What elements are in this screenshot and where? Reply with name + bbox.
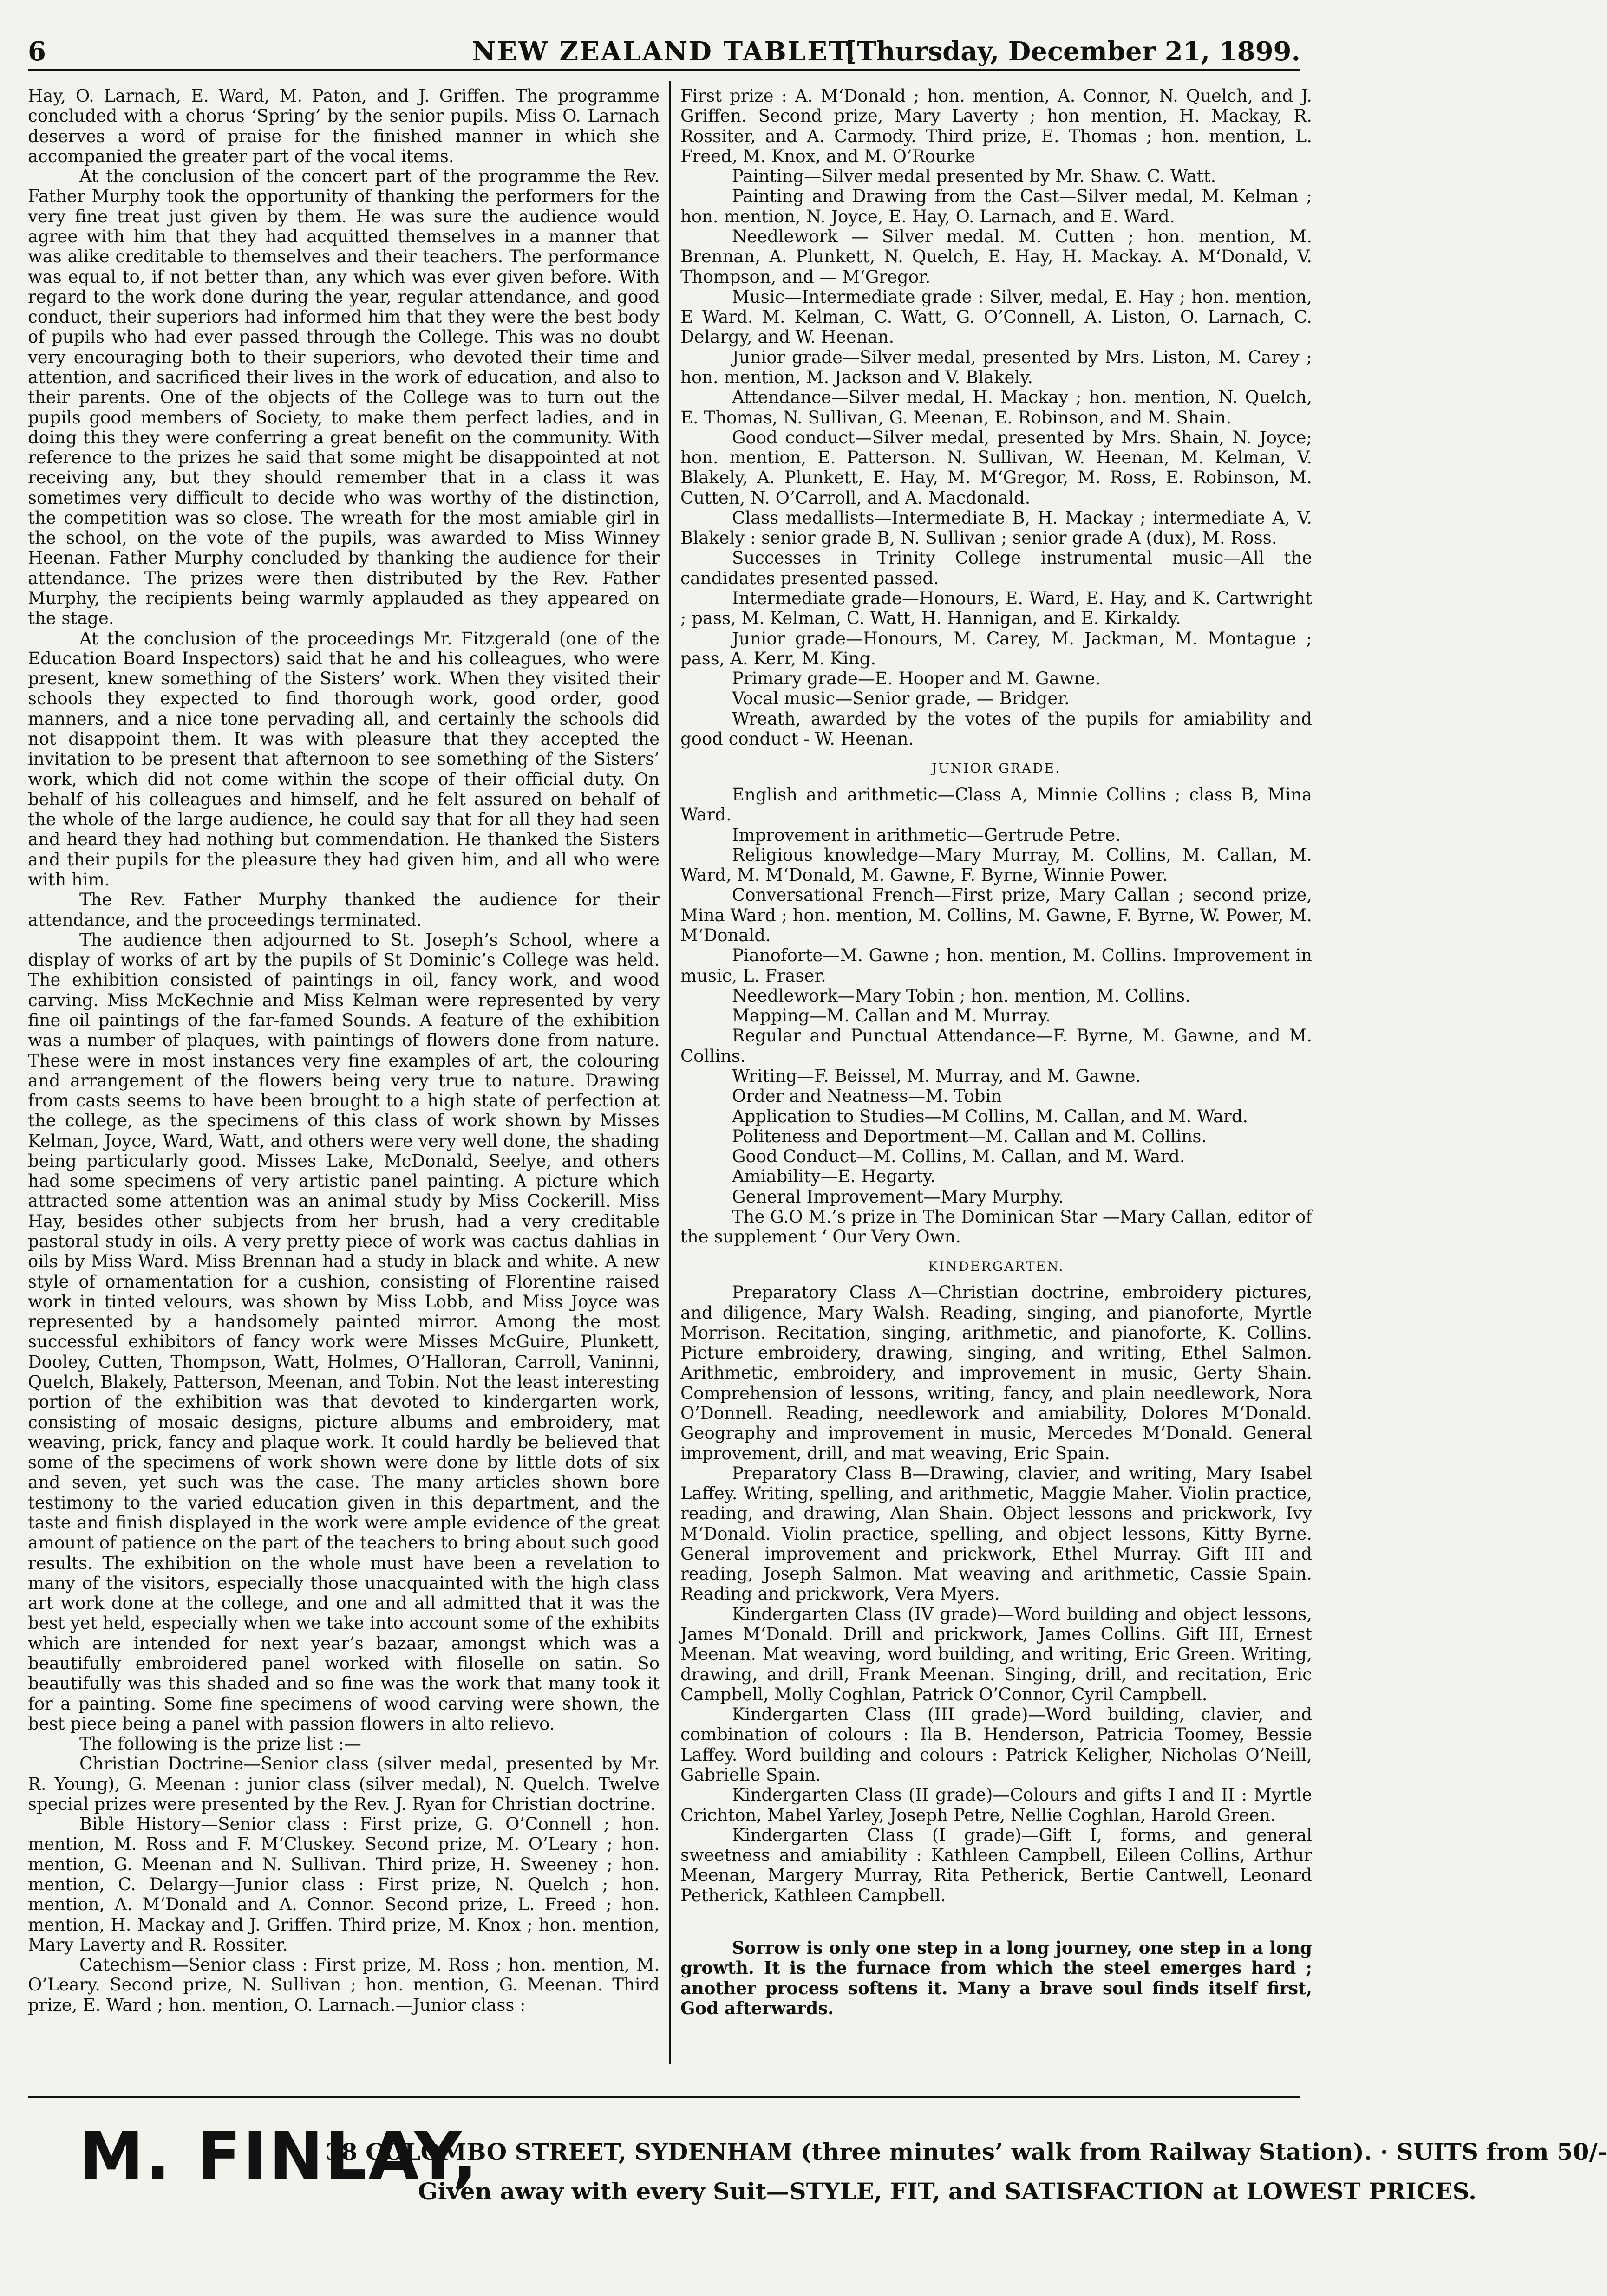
prize-entry: Junior grade—Honours, M. Carey, M. Jackman, M. Montague ; pass, A. Kerr, M. King. [680, 628, 1312, 669]
prize-entry: Politeness and Deportment—M. Callan and M. Collins. [732, 1126, 1207, 1146]
prize-entry: English and arithmetic—Class A, Minnie Collins ; class B, Mina Ward. [680, 785, 1312, 825]
prize-entry: Needlework—Mary Tobin ; hon. mention, M. Collins. [732, 985, 1191, 1006]
prize-entry: First prize : A. M‘Donald ; hon. mention, A. Connor, N. Quelch, and J. Griffen. Second prize, Mary Laverty ; hon mention, H. Mackay, R. Rossiter, and A. Carmody. Third prize, E. Thomas ; hon. mention, L. Freed, M. Knox, and M. O’Rourke [680, 86, 1312, 166]
prize-entry: Amiability—E. Hegarty. [732, 1166, 936, 1187]
prize-entry: Improvement in arithmetic—Gertrude Petre. [732, 825, 1121, 845]
paragraph: At the conclusion of the proceedings Mr. Fitzgerald (one of the Education Board Inspectors) said that he and his colleagues, who were present, knew something of the Sisters’ work. When they visited their schools they expected to find thorough work, good order, good manners, and a nice tone pervading all, and certainly the schools did not disappoint them. It was with pleasure that they accepted the invitation to be present that afternoon to see something of the Sisters’ work, which did not come within the scope of their official duty. On behalf of his colleagues and himself, and he felt assured on behalf of the whole of the large audience, he could say that for all they had seen and heard they had nothing but commendation. He thanked the Sisters and their pupils for the pleasure they had given him, and all who were with him. [28, 628, 660, 890]
prize-entry: Application to Studies—M Collins, M. Callan, and M. Ward. [732, 1106, 1248, 1126]
prize-entry: Good Conduct—M. Collins, M. Callan, and M. Ward. [732, 1146, 1185, 1167]
section-heading-junior-grade: JUNIOR GRADE. [932, 761, 1061, 776]
advertisement [28, 2110, 1607, 2263]
paragraph: At the conclusion of the concert part of the programme the Rev. Father Murphy took the opportunity of thanking the performers for the very fine treat just given by them. He was sure the audience would agree with him that they had acquitted themselves in a manner that was alike creditable to themselves and their teachers. The performance was equal to, if not better than, any which was ever given before. With regard to the work done during the year, regular attendance, and good conduct, their superiors had informed him that they were the best body of pupils who had ever passed through the College. This was no doubt very encouraging both to their superiors, who devoted their time and attention, and sacrificed their lives in the work of education, and also to their parents. One of the objects of the College was to turn out the pupils good members of Society, to make them perfect ladies, and in doing this they were conferring a great benefit on the community. With reference to the prizes he said that some might be disappointed at not receiving any, but they should remember that in a class it was sometimes very difficult to decide who was worthy of the distinction, the competition was so close. The wreath for the most amiable girl in the school, on the vote of the pupils, was awarded to Miss Winney Heenan. Father Murphy concluded by thanking the audience for their attendance. The prizes were then distributed by the Rev. Father Murphy, the recipients being warmly applauded as they appeared on the stage. [28, 166, 660, 629]
prize-entry: Mapping—M. Callan and M. Murray. [732, 1006, 1051, 1026]
advertiser-name: M. FINLAY, [79, 2119, 479, 2194]
prize-entry: Good conduct—Silver medal, presented by Mrs. Shain, N. Joyce; hon. mention, E. Patterson. N. Sullivan, W. Heenan, M. Kelman, V. Blakely, A. Plunkett, E. Hay, M. M‘Gregor, M. Ross, E. Robinson, M. Cutten, N. O’Carroll, and A. Macdonald. [680, 427, 1312, 508]
prize-entry: Wreath, awarded by the votes of the pupils for amiability and good conduct - W. Heenan. [680, 709, 1312, 749]
prize-entry: Religious knowledge—Mary Murray, M. Collins, M. Callan, M. Ward, M. M‘Donald, M. Gawne, F. Byrne, Winnie Power. [680, 845, 1312, 885]
page-header [28, 33, 1300, 65]
prize-entry: Order and Neatness—M. Tobin [732, 1086, 1002, 1106]
paragraph: The following is the prize list :— [79, 1734, 361, 1754]
prize-entry: Intermediate grade—Honours, E. Ward, E. Hay, and K. Cartwright ; pass, M. Kelman, C. Watt, H. Hannigan, and E. Kirkaldy. [680, 588, 1312, 629]
prize-entry: Successes in Trinity College instrumental music—All the candidates presented passed. [680, 548, 1312, 588]
prize-entry: Kindergarten Class (IV grade)—Word building and object lessons, James M‘Donald. Drill and prickwork, James Collins. Gift III, Ernest Meenan. Mat weaving, word building, and writing, Eric Green. Writing, drawing, and drill, Frank Meenan. Singing, drill, and recitation, Eric Campbell, Molly Coghlan, Patrick O’Connor, Cyril Campbell. [680, 1604, 1312, 1704]
prize-entry: Preparatory Class A—Christian doctrine, embroidery pictures, and diligence, Mary Walsh. Reading, singing, and pianoforte, Myrtle Morrison. Recitation, singing, arithmetic, and pianoforte, K. Collins. Picture embroidery, drawing, singing, and writing, Ethel Salmon. Arithmetic, embroidery, and improvement in music, Gerty Shain. Comprehension of lessons, writing, fancy, and plain needlework, Nora O’Donnell. Reading, needlework and amiability, Dolores M‘Donald. Geography and improvement in music, Mercedes M‘Donald. General improvement, drill, and mat weaving, Eric Spain. [680, 1282, 1312, 1463]
paragraph: The Rev. Father Murphy thanked the audience for their attendance, and the proceedings terminated. [28, 890, 660, 930]
section-heading-kindergarten: KINDERGARTEN. [928, 1258, 1065, 1274]
paragraph: Christian Doctrine—Senior class (silver medal, presented by Mr. R. Young), G. Meenan : junior class (silver medal), N. Quelch. Twelve special prizes were presented by the Rev. J. Ryan for Christian doctrine. [28, 1754, 660, 1814]
left-column [28, 86, 660, 2055]
prize-entry: Conversational French—First prize, Mary Callan ; second prize, Mina Ward ; hon. mention, M. Collins, M. Gawne, F. Byrne, W. Power, M. M‘Donald. [680, 885, 1312, 945]
closing-quote: Sorrow is only one step in a long journey, one step in a long growth. It is the furnace from which the steel emerges hard ; another process softens it. Many a brave soul finds itself first, God afterwards. [680, 1937, 1312, 2018]
prize-entry: Vocal music—Senior grade, — Bridger. [732, 689, 1070, 709]
prize-entry: Junior grade—Silver medal, presented by Mrs. Liston, M. Carey ; hon. mention, M. Jackson and V. Blakely. [680, 347, 1312, 387]
prize-entry: Kindergarten Class (II grade)—Colours and gifts I and II : Myrtle Crichton, Mabel Yarley, Joseph Petre, Nellie Coghlan, Harold Green. [680, 1785, 1312, 1825]
right-column [680, 86, 1312, 2055]
paragraph: Catechism—Senior class : First prize, M. Ross ; hon. mention, M. O’Leary. Second prize, N. Sullivan ; hon. mention, G. Meenan. Third prize, E. Ward ; hon. mention, O. Larnach.—Junior class : [28, 1955, 660, 2015]
prize-entry: General Improvement—Mary Murphy. [732, 1186, 1064, 1207]
prize-entry: Writing—F. Beissel, M. Murray, and M. Gawne. [732, 1066, 1141, 1086]
masthead-title: NEW ZEALAND TABLET. [472, 36, 856, 67]
page-number: 6 [28, 36, 46, 67]
prize-entry: Regular and Punctual Attendance—F. Byrne, M. Gawne, and M. Collins. [680, 1026, 1312, 1066]
prize-entry: Painting and Drawing from the Cast—Silver medal, M. Kelman ; hon. mention, N. Joyce, E. Hay, O. Larnach, and E. Ward. [680, 186, 1312, 227]
footer-rule [28, 2096, 1300, 2098]
paragraph: Hay, O. Larnach, E. Ward, M. Paton, and J. Griffen. The programme concluded with a chorus ‘Spring’ by the senior pupils. Miss O. Larnach deserves a word of praise for the finished manner in which she accompanied the greater part of the vocal items. [28, 86, 660, 166]
issue-date: [Thursday, December 21, 1899. [844, 36, 1300, 67]
column-rule [669, 81, 671, 2064]
prize-entry: Kindergarten Class (III grade)—Word building, clavier, and combination of colours : Ila B. Henderson, Patricia Toomey, Bessie Laffey. Word building and colours : Patrick Keligher, Nicholas O’Neill, Gabrielle Spain. [680, 1704, 1312, 1785]
advertisement-address: 38 COLOMBO STREET, SYDENHAM (three minutes’ walk from Railway Station). · SUITS from 50/- [325, 2138, 1607, 2166]
paragraph: The audience then adjourned to St. Joseph’s School, where a display of works of art by the pupils of St Dominic’s College was held. The exhibition consisted of paintings in oil, fancy work, and wood carving. Miss McKechnie and Miss Kelman were represented by very fine oil paintings of the far-famed Sounds. A feature of the exhibition was a number of plaques, with paintings of flowers done from nature. These were in most instances very fine examples of art, the colouring and arrangement of the flowers being very true to nature. Drawing from casts seems to have been brought to a high state of perfection at the college, as the specimens of this class of work shown by Misses Kelman, Joyce, Ward, Watt, and others were very well done, the shading being particularly good. Misses Lake, McDonald, Seelye, and others had some specimens of very artistic panel painting. A picture which attracted some attention was an animal study by Miss Cockerill. Miss Hay, besides other subjects from her brush, had a very creditable pastoral study in oils. A very pretty piece of work was cactus dahlias in oils by Miss Ward. Miss Brennan had a study in black and white. A new style of ornamentation for a cushion, consisting of Florentine raised work in tinted velours, was shown by Miss Lobb, and Miss Joyce was represented by a handsomely painted mirror. Among the most successful exhibitors of fancy work were Misses McGuire, Plunkett, Dooley, Cutten, Thompson, Watt, Holmes, O’Halloran, Carroll, Vaninni, Quelch, Blakely, Patterson, Meenan, and Tobin. Not the least interesting portion of the exhibition was that devoted to kindergarten work, consisting of mosaic designs, picture albums and embroidery, mat weaving, prick, fancy and plaque work. It could hardly be believed that some of the specimens of work shown were done by little dots of six and seven, yet such was the case. The many articles shown bore testimony to the varied education given in this department, and the taste and finish displayed in the work were ample evidence of the great amount of patience on the part of the teachers to bring about such good results. The exhibition on the whole must have been a revelation to many of the visitors, especially those unacquainted with the high class art work done at the college, and one and all admitted that it was the best yet held, especially when we take into account some of the exhibits which are intended for next year’s bazaar, amongst which was a beautifully embroidered panel worked with filoselle on satin. So beautifully was this shaded and so fine was the work that many took it for a painting. Some fine specimens of wood carving were shown, the best piece being a panel with passion flowers in alto relievo. [28, 930, 660, 1734]
prize-entry: The G.O M.’s prize in The Dominican Star —Mary Callan, editor of the supplement ‘ Our Very Own. [680, 1206, 1312, 1247]
prize-entry: Primary grade—E. Hooper and M. Gawne. [732, 669, 1101, 689]
prize-entry: Kindergarten Class (I grade)—Gift I, forms, and general sweetness and amiability : Kathleen Campbell, Eileen Collins, Arthur Meenan, Margery Murray, Rita Petherick, Bertie Cantwell, Leonard Petherick, Kathleen Campbell. [680, 1825, 1312, 1906]
paragraph: Bible History—Senior class : First prize, G. O’Connell ; hon. mention, M. Ross and F. M‘Cluskey. Second prize, M. O’Leary ; hon. mention, G. Meenan and N. Sullivan. Third prize, H. Sweeney ; hon. mention, C. Delargy—Junior class : First prize, N. Quelch ; hon. mention, A. M‘Donald and A. Connor. Second prize, L. Freed ; hon. mention, H. Mackay and J. Griffen. Third prize, M. Knox ; hon. mention, Mary Laverty and R. Rossiter. [28, 1814, 660, 1955]
header-rule [28, 69, 1300, 71]
prize-entry: Preparatory Class B—Drawing, clavier, and writing, Mary Isabel Laffey. Writing, spelling, and arithmetic, Maggie Maher. Violin practice, reading, and drawing, Alan Shain. Object lessons and prickwork, Ivy M‘Donald. Violin practice, spelling, and object lessons, Kitty Byrne. General improvement and prickwork, Ethel Murray. Gift III and reading, Joseph Salmon. Mat weaving and arithmetic, Cassie Spain. Reading and prickwork, Vera Myers. [680, 1463, 1312, 1604]
prize-entry: Needlework — Silver medal. M. Cutten ; hon. mention, M. Brennan, A. Plunkett, N. Quelch, E. Hay, H. Mackay. A. M‘Donald, V. Thompson, and — M‘Gregor. [680, 226, 1312, 287]
advertisement-offer: Given away with every Suit—STYLE, FIT, and SATISFACTION at LOWEST PRICES. [418, 2178, 1477, 2205]
prize-entry: Pianoforte—M. Gawne ; hon. mention, M. Collins. Improvement in music, L. Fraser. [680, 945, 1312, 986]
prize-entry: Music—Intermediate grade : Silver, medal, E. Hay ; hon. mention, E Ward. M. Kelman, C. Watt, G. O’Connell, A. Liston, O. Larnach, C. Delargy, and W. Heenan. [680, 286, 1312, 347]
prize-entry: Painting—Silver medal presented by Mr. Shaw. C. Watt. [732, 166, 1216, 187]
section-spacer [680, 1906, 1312, 1938]
prize-entry: Class medallists—Intermediate B, H. Mackay ; intermediate A, V. Blakely : senior grade B, N. Sullivan ; senior grade A (dux), M. Ross. [680, 507, 1312, 548]
prize-entry: Attendance—Silver medal, H. Mackay ; hon. mention, N. Quelch, E. Thomas, N. Sullivan, G. Meenan, E. Robinson, and M. Shain. [680, 387, 1312, 428]
